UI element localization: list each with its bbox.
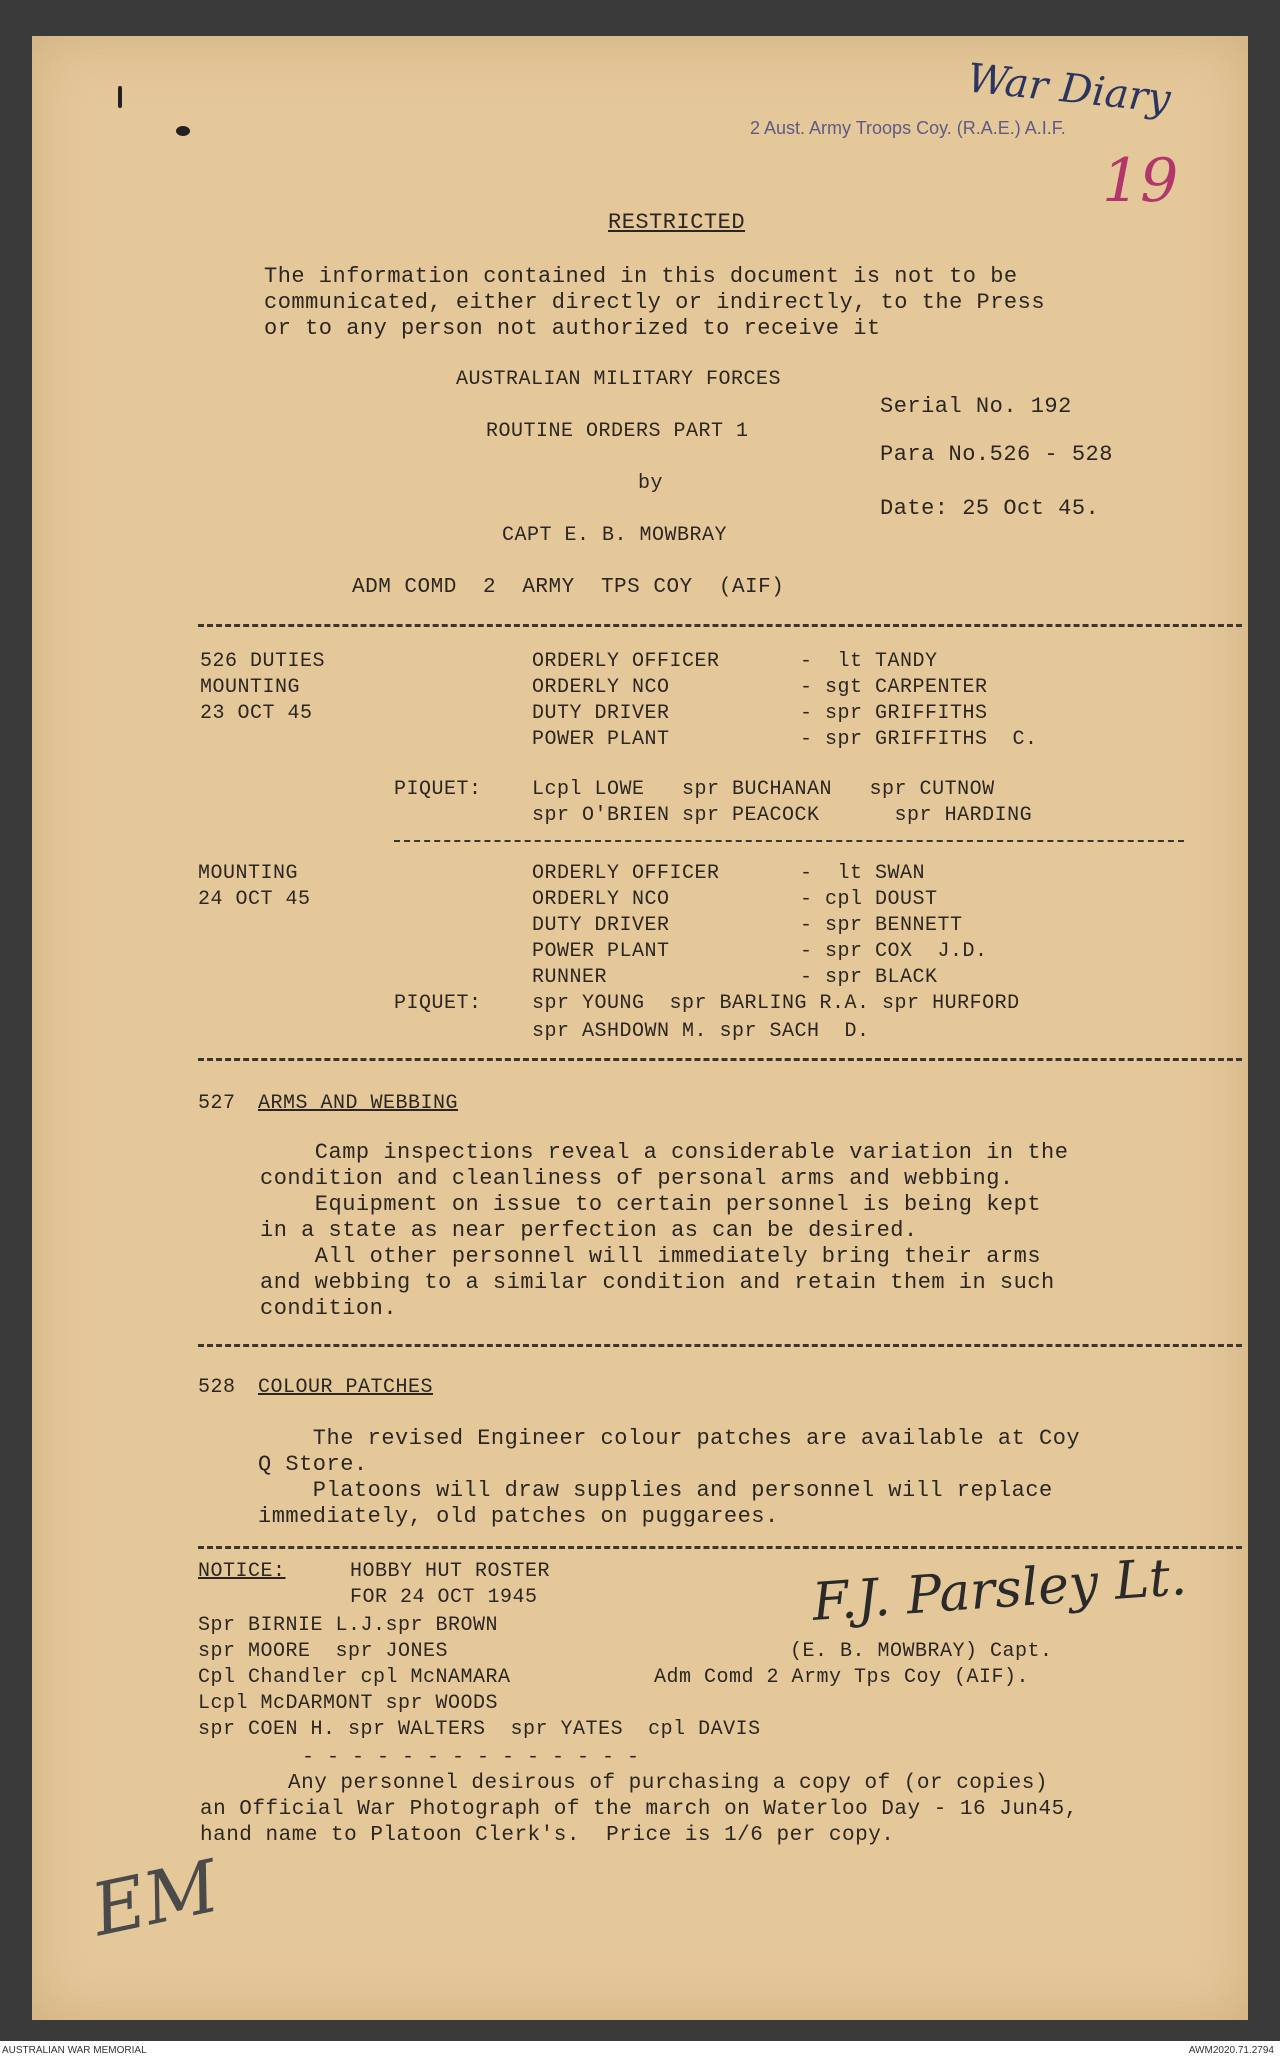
document-page <box>32 36 1248 2020</box>
by-line: by <box>638 472 664 495</box>
serial-number: Serial No. 192 <box>880 394 1072 419</box>
duty-role: ORDERLY NCO <box>532 888 670 911</box>
duty-role: DUTY DRIVER <box>532 702 670 725</box>
para-528-line: immediately, old patches on puggarees. <box>258 1504 779 1529</box>
para-528-number: 528 <box>198 1376 236 1399</box>
signature-handwritten: F.J. Parsley Lt. <box>810 1546 1189 1634</box>
unit-stamp: 2 Aust. Army Troops Coy. (R.A.E.) A.I.F. <box>750 118 1066 138</box>
unit-title: ADM COMD 2 ARMY TPS COY (AIF) <box>352 576 785 599</box>
page-number-handwriting: 19 <box>1102 146 1179 216</box>
duties-heading-1: 526 DUTIES <box>200 650 326 673</box>
para-527-line: Equipment on issue to certain personnel is being kept <box>260 1192 1042 1217</box>
piquet-label: PIQUET: <box>394 778 482 801</box>
duties-heading-2: 24 OCT 45 <box>198 888 311 911</box>
notice-title: FOR 24 OCT 1945 <box>350 1586 538 1609</box>
footer-source: AUSTRALIAN WAR MEMORIAL <box>2 2045 147 2056</box>
ink-blot <box>176 126 190 136</box>
para-number: Para No.526 - 528 <box>880 442 1113 467</box>
forces-title: AUSTRALIAN MILITARY FORCES <box>456 368 782 391</box>
para-527-line: Camp inspections reveal a considerable variation in the <box>260 1140 1069 1165</box>
duties-heading-2: MOUNTING <box>200 676 301 699</box>
duty-role: POWER PLANT <box>532 940 670 963</box>
piquet-line: Lcpl LOWE spr BUCHANAN spr CUTNOW <box>532 778 995 801</box>
warning-line-2: communicated, either directly or indirectly, to the Press <box>264 290 1046 315</box>
duty-role: ORDERLY NCO <box>532 676 670 699</box>
initials-handwritten: EM <box>84 1843 226 1953</box>
duty-person: - cpl DOUST <box>800 888 938 911</box>
separator-1 <box>198 624 1242 627</box>
para-528-line: The revised Engineer colour patches are available at Coy <box>258 1426 1081 1451</box>
duty-person: - lt SWAN <box>800 862 926 885</box>
duty-person: - lt TANDY <box>800 650 938 673</box>
orders-title: ROUTINE ORDERS PART 1 <box>486 420 749 443</box>
duty-role: POWER PLANT <box>532 728 670 751</box>
signatory-name: (E. B. MOWBRAY) Capt. <box>790 1640 1053 1663</box>
purchase-line: an Official War Photograph of the march on Waterloo Day - 16 Jun45, <box>200 1798 1078 1821</box>
signatory-position: Adm Comd 2 Army Tps Coy (AIF). <box>654 1666 1030 1689</box>
separator-2 <box>198 1058 1242 1061</box>
duty-person: - sgt CARPENTER <box>800 676 988 699</box>
roster-line: spr COEN H. spr WALTERS spr YATES cpl DAVIS <box>198 1718 761 1741</box>
duty-role: ORDERLY OFFICER <box>532 862 720 885</box>
duties-heading-3: 23 OCT 45 <box>200 702 313 725</box>
war-diary-handwriting: War Diary <box>965 55 1173 123</box>
order-date: Date: 25 Oct 45. <box>880 496 1100 521</box>
para-528-line: Q Store. <box>258 1452 368 1477</box>
purchase-line: Any personnel desirous of purchasing a copy of (or copies) <box>288 1772 1048 1795</box>
separator-4 <box>198 1546 1242 1549</box>
ink-mark <box>118 86 122 108</box>
separator-dashes <box>394 840 1184 842</box>
roster-line: Spr BIRNIE L.J.spr BROWN <box>198 1614 499 1637</box>
duty-person: - spr GRIFFITHS <box>800 702 988 725</box>
notice-separator: - - - - - - - - - - - - - - <box>302 1746 640 1769</box>
duty-person: - spr BLACK <box>800 966 938 989</box>
para-527-line: condition and cleanliness of personal arms and webbing. <box>260 1166 1014 1191</box>
duty-person: - spr BENNETT <box>800 914 963 937</box>
notice-label: NOTICE: <box>198 1560 286 1583</box>
duty-role: DUTY DRIVER <box>532 914 670 937</box>
duty-person: - spr COX J.D. <box>800 940 988 963</box>
separator-3 <box>198 1344 1242 1347</box>
warning-line-3: or to any person not authorized to receive it <box>264 316 881 341</box>
para-527-line: in a state as near perfection as can be desired. <box>260 1218 918 1243</box>
footer-reference: AWM2020.71.2794 <box>1188 2045 1274 2056</box>
duty-person: - spr GRIFFITHS C. <box>800 728 1038 751</box>
duties-heading-1: MOUNTING <box>198 862 299 885</box>
duty-role: RUNNER <box>532 966 608 989</box>
issuer: CAPT E. B. MOWBRAY <box>502 524 728 547</box>
piquet-line: spr O'BRIEN spr PEACOCK spr HARDING <box>532 804 1033 827</box>
piquet-label: PIQUET: <box>394 992 482 1015</box>
para-527-number: 527 <box>198 1092 236 1115</box>
footer-bar <box>0 2041 1280 2061</box>
purchase-line: hand name to Platoon Clerk's. Price is 1/6 per copy. <box>200 1824 895 1847</box>
duty-role: ORDERLY OFFICER <box>532 650 720 673</box>
classification: RESTRICTED <box>608 210 746 235</box>
roster-line: spr MOORE spr JONES <box>198 1640 449 1663</box>
roster-line: Cpl Chandler cpl McNAMARA <box>198 1666 511 1689</box>
para-527-line: All other personnel will immediately bring their arms <box>260 1244 1042 1269</box>
piquet-line: spr YOUNG spr BARLING R.A. spr HURFORD <box>532 992 1020 1015</box>
warning-line-1: The information contained in this document is not to be <box>264 264 1018 289</box>
para-527-title: ARMS AND WEBBING <box>258 1092 459 1115</box>
para-528-title: COLOUR PATCHES <box>258 1376 434 1399</box>
para-527-line: condition. <box>260 1296 398 1321</box>
notice-title: HOBBY HUT ROSTER <box>350 1560 551 1583</box>
roster-line: Lcpl McDARMONT spr WOODS <box>198 1692 499 1715</box>
para-527-line: and webbing to a similar condition and retain them in such <box>260 1270 1055 1295</box>
piquet-line: spr ASHDOWN M. spr SACH D. <box>532 1020 870 1043</box>
para-528-line: Platoons will draw supplies and personnel will replace <box>258 1478 1053 1503</box>
